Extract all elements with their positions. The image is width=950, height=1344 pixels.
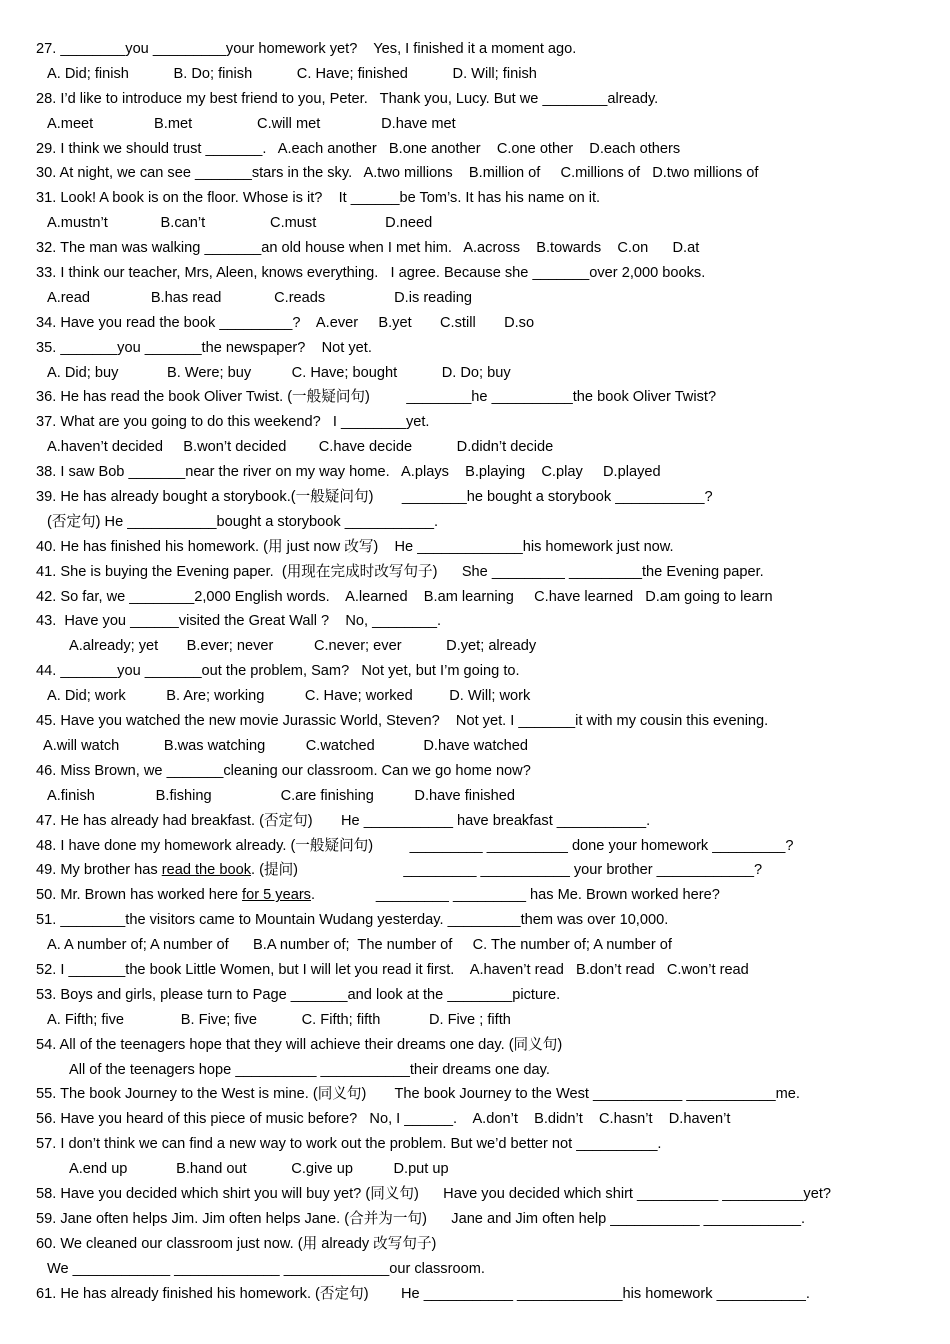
line-text: A.mustn’t B.can’t C.must D.need <box>47 215 433 232</box>
question-line <box>36 659 936 684</box>
question-line <box>36 37 936 62</box>
option-line <box>36 684 936 709</box>
line-text: 56. Have you heard of this piece of music before? No, I ______. A.don’t B.didn’t C.hasn’t D.haven’t <box>36 1111 731 1128</box>
line-text: 28. I’d like to introduce my best friend to you, Peter. Thank you, Lucy. But we ________already. <box>36 90 659 107</box>
question-line <box>36 1132 936 1157</box>
option-line <box>36 1058 936 1083</box>
line-text: A. Did; buy B. Were; buy C. Have; bought D. Do; buy <box>47 364 511 381</box>
option-line <box>36 211 936 236</box>
line-text: A. Fifth; five B. Five; five C. Fifth; fifth D. Five ; fifth <box>47 1011 511 1028</box>
line-text: 36. He has read the book Oliver Twist. (一般疑问句) ________he __________the book Oliver Twist? <box>36 389 717 406</box>
question-line <box>36 385 936 410</box>
question-line <box>36 410 936 435</box>
line-text: 43. Have you ______visited the Great Wall ? No, ________. <box>36 613 442 630</box>
question-line <box>36 983 936 1008</box>
question-line <box>36 1033 936 1058</box>
option-line <box>36 361 936 386</box>
question-line <box>36 186 936 211</box>
line-text: 57. I don’t think we can find a new way to work out the problem. But we’d better not __________. <box>36 1136 662 1153</box>
line-text: 38. I saw Bob _______near the river on my way home. A.plays B.playing C.play D.played <box>36 464 661 481</box>
question-line <box>36 809 936 834</box>
question-line <box>36 858 936 883</box>
question-line <box>36 236 936 261</box>
option-line <box>36 784 936 809</box>
question-line <box>36 908 936 933</box>
line-text: A.meet B.met C.will met D.have met <box>47 115 456 132</box>
line-text: 52. I _______the book Little Women, but I will let you read it first. A.haven’t read B.don’t read C.won’t read <box>36 961 749 978</box>
line-text: 49. My brother has <box>36 862 162 879</box>
line-text: 37. What are you going to do this weekend? I ________yet. <box>36 414 430 431</box>
line-text: 31. Look! A book is on the floor. Whose is it? It ______be Tom’s. It has his name on it. <box>36 190 601 207</box>
question-line <box>36 585 936 610</box>
question-line <box>36 1207 936 1232</box>
line-text: 46. Miss Brown, we _______cleaning our classroom. Can we go home now? <box>36 762 531 779</box>
option-line <box>36 435 936 460</box>
option-line <box>36 933 936 958</box>
question-line <box>36 1232 936 1257</box>
question-line <box>36 1107 936 1132</box>
line-text: We ____________ _____________ _____________our classroom. <box>47 1260 485 1277</box>
option-line <box>36 1008 936 1033</box>
line-text: 33. I think our teacher, Mrs, Aleen, knows everything. I agree. Because she _______over 2,000 books. <box>36 265 706 282</box>
line-text: A. Did; finish B. Do; finish C. Have; finished D. Will; finish <box>47 65 537 82</box>
question-line <box>36 560 936 585</box>
line-text: 30. At night, we can see _______stars in the sky. A.two millions B.million of C.millions of D.two millions of <box>36 165 759 182</box>
question-line <box>36 709 936 734</box>
question-line <box>36 958 936 983</box>
line-text: 44. _______you _______out the problem, Sam? Not yet, but I’m going to. <box>36 663 520 680</box>
worksheet-page <box>36 37 936 1306</box>
line-text: 61. He has already finished his homework. (否定句) He ___________ _____________his homework ___________. <box>36 1285 810 1302</box>
line-text: 54. All of the teenagers hope that they will achieve their dreams one day. (同义句) <box>36 1036 563 1053</box>
line-text: 35. _______you _______the newspaper? Not yet. <box>36 339 372 356</box>
question-line <box>36 759 936 784</box>
option-line <box>36 1257 936 1282</box>
line-text: 42. So far, we ________2,000 English words. A.learned B.am learning C.have learned D.am going to learn <box>36 588 773 605</box>
line-text: 41. She is buying the Evening paper. (用现在完成时改写句子) She _________ _________the Evening paper. <box>36 563 764 580</box>
option-line <box>36 112 936 137</box>
line-text: 32. The man was walking _______an old house when I met him. A.across B.towards C.on D.at <box>36 240 700 257</box>
line-text: 59. Jane often helps Jim. Jim often helps Jane. (合并为一句) Jane and Jim often help ___________ ____________. <box>36 1210 806 1227</box>
line-text: A.haven’t decided B.won’t decided C.have decide D.didn’t decide <box>47 439 554 456</box>
line-text: A. Did; work B. Are; working C. Have; worked D. Will; work <box>47 688 531 705</box>
line-text: 39. He has already bought a storybook.(一般疑问句) ________he bought a storybook ___________? <box>36 489 713 506</box>
question-line <box>36 834 936 859</box>
underlined-phrase: for 5 years <box>242 887 311 904</box>
line-text: 29. I think we should trust _______. A.each another B.one another C.one other D.each others <box>36 140 681 157</box>
line-text: 58. Have you decided which shirt you will buy yet? (同义句) Have you decided which shirt __________ __________yet? <box>36 1185 832 1202</box>
line-text: A.read B.has read C.reads D.is reading <box>47 289 473 306</box>
option-line <box>36 634 936 659</box>
question-line <box>36 336 936 361</box>
question-line <box>36 311 936 336</box>
line-text: 50. Mr. Brown has worked here <box>36 887 243 904</box>
line-text: 60. We cleaned our classroom just now. (用 already 改写句子) <box>36 1235 437 1252</box>
question-line <box>36 883 936 908</box>
question-line <box>36 460 936 485</box>
line-text: A.finish B.fishing C.are finishing D.have finished <box>47 787 516 804</box>
option-line <box>36 286 936 311</box>
line-text: A.end up B.hand out C.give up D.put up <box>69 1161 449 1178</box>
option-line <box>36 1157 936 1182</box>
question-line <box>36 1082 936 1107</box>
question-line <box>36 1182 936 1207</box>
line-text-after: . _________ _________ has Me. Brown worked here? <box>310 887 720 904</box>
line-text: 47. He has already had breakfast. (否定句) He ___________ have breakfast ___________. <box>36 812 651 829</box>
option-line <box>36 62 936 87</box>
line-text: 51. ________the visitors came to Mountain Wudang yesterday. _________them was over 10,000. <box>36 912 669 929</box>
question-line <box>36 261 936 286</box>
line-text: A. A number of; A number of B.A number of; The number of C. The number of; A number of <box>47 937 672 954</box>
line-text: 34. Have you read the book _________? A.ever B.yet C.still D.so <box>36 314 535 331</box>
option-line <box>36 510 936 535</box>
option-line <box>36 734 936 759</box>
line-text: A.already; yet B.ever; never C.never; ever D.yet; already <box>69 638 537 655</box>
question-line <box>36 609 936 634</box>
line-text: 53. Boys and girls, please turn to Page _______and look at the ________picture. <box>36 986 561 1003</box>
question-line <box>36 1282 936 1307</box>
line-text: (否定句) He ___________bought a storybook ___________. <box>47 513 439 530</box>
line-text: 40. He has finished his homework. (用 just now 改写) He _____________his homework just now. <box>36 538 674 555</box>
line-text: 27. ________you _________your homework yet? Yes, I finished it a moment ago. <box>36 41 577 57</box>
line-text-after: . (提问) _________ ___________ your brother ____________? <box>251 862 763 879</box>
line-text: A.will watch B.was watching C.watched D.have watched <box>43 737 529 754</box>
line-text: All of the teenagers hope __________ ___________their dreams one day. <box>69 1061 550 1078</box>
line-text: 45. Have you watched the new movie Jurassic World, Steven? Not yet. I _______it with my cousin this evening. <box>36 713 769 730</box>
underlined-phrase: read the book <box>161 862 251 879</box>
question-line <box>36 535 936 560</box>
question-line <box>36 485 936 510</box>
line-text: 48. I have done my homework already. (一般疑问句) _________ __________ done your homework _________? <box>36 837 794 854</box>
question-line <box>36 137 936 162</box>
question-line <box>36 87 936 112</box>
question-line <box>36 161 936 186</box>
line-text: 55. The book Journey to the West is mine. (同义句) The book Journey to the West ___________ ___________me. <box>36 1086 800 1103</box>
